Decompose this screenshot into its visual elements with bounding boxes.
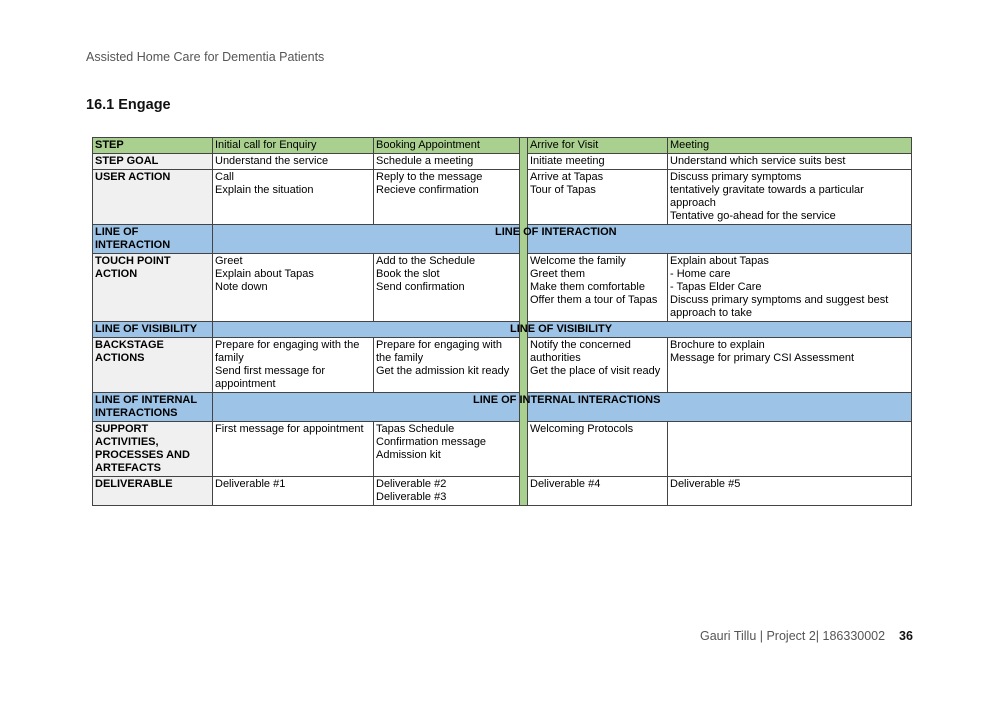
cell-line: Prepare for engaging with the family [215,339,360,364]
line-of-visibility-row [93,322,912,338]
column-divider [520,138,528,506]
cell-line: - Tapas Elder Care [670,281,762,293]
line-title-text: LINE OF INTERNAL INTERACTIONS [473,394,661,406]
cell-line: First message for appointment [215,423,364,435]
line-title-text: LINE OF INTERACTION [495,226,617,238]
table-cell [528,170,668,225]
step-goal-row [93,154,912,170]
cell-line: Offer them a tour of Tapas [530,294,658,306]
table-cell [213,422,374,477]
cell-line: Send first message for appointment [215,365,326,390]
table-cell [213,254,374,322]
table-cell [374,338,520,393]
footer-author-project: Gauri Tillu | Project 2| 186330002 [700,629,886,643]
table-cell [374,170,520,225]
cell-line: Tour of Tapas [530,184,596,196]
user-action-row [93,170,912,225]
line-of-interaction-row [93,225,912,254]
step-cell: Initial call for Enquiry [213,138,374,154]
cell-line: Note down [215,281,268,293]
table-cell [668,338,912,393]
table-cell [528,254,668,322]
cell-line: Tapas Schedule [376,423,455,435]
row-label: LINE OF INTERNAL INTERACTIONS [93,393,213,422]
cell-line: Notify the concerned authorities [530,339,631,364]
cell-line: Confirmation message [376,436,487,448]
cell-line: - Home care [670,268,731,280]
table-cell [213,170,374,225]
row-label: STEP GOAL [93,154,213,170]
cell-line: Deliverable #3 [376,491,447,503]
table-cell [213,338,374,393]
backstage-row [93,338,912,393]
touch-point-row [93,254,912,322]
cell-line: tentatively gravitate towards a particular approach [670,184,864,209]
table-cell [374,254,520,322]
line-of-internal-interactions-row [93,393,912,422]
support-row [93,422,912,477]
table-cell [213,477,374,506]
step-row [93,138,912,154]
goal-cell: Understand the service [213,154,374,170]
cell-line: Add to the Schedule [376,255,476,267]
line-of-interaction-title [495,225,912,254]
row-label: LINE OF VISIBILITY [93,322,213,338]
goal-cell: Initiate meeting [528,154,668,170]
cell-line: Deliverable #1 [215,478,286,490]
row-label: LINE OF INTERACTION [93,225,213,254]
table-cell [668,422,912,477]
cell-line: Tentative go-ahead for the service [670,210,836,222]
cell-line: Deliverable #5 [670,478,741,490]
line-of-visibility-title [510,322,912,338]
table-cell [528,477,668,506]
cell-line: Welcome the family [530,255,626,267]
cell-line: Reply to the message [376,171,483,183]
page-number: 36 [899,629,913,643]
cell-line: Discuss primary symptoms and suggest best approach to take [670,294,889,319]
row-label: BACKSTAGE ACTIONS [93,338,213,393]
row-label: DELIVERABLE [93,477,213,506]
cell-line: Deliverable #2 [376,478,447,490]
goal-cell: Schedule a meeting [374,154,520,170]
row-label: STEP [93,138,213,154]
cell-line: Send confirmation [376,281,465,293]
cell-line: Admission kit [376,449,441,461]
row-label: USER ACTION [93,170,213,225]
table-cell [668,477,912,506]
cell-line: Greet [215,255,243,267]
line-of-interaction-left [213,225,520,254]
table-cell [374,422,520,477]
cell-line: Call [215,171,234,183]
cell-line: Arrive at Tapas [530,171,604,183]
row-label: SUPPORT ACTIVITIES, PROCESSES AND ARTEFACTS [93,422,213,477]
line-of-visibility-left [213,322,520,338]
cell-line: Recieve confirmation [376,184,479,196]
line-title-text: LINE OF VISIBILITY [510,323,613,335]
step-cell: Meeting [668,138,912,154]
cell-line: Greet them [530,268,586,280]
deliverable-row [93,477,912,506]
section-title: 16.1 Engage [86,97,171,113]
cell-line: Explain about Tapas [670,255,769,267]
cell-line: Message for primary CSI Assessment [670,352,855,364]
cell-line: Welcoming Protocols [530,423,634,435]
cell-line: Make them comfortable [530,281,645,293]
cell-line: Explain about Tapas [215,268,314,280]
table-cell [528,422,668,477]
goal-cell: Understand which service suits best [668,154,912,170]
table-cell [528,338,668,393]
cell-line: Explain the situation [215,184,314,196]
cell-line: Get the place of visit ready [530,365,661,377]
cell-line: Prepare for engaging with the family [376,339,502,364]
table-cell [374,477,520,506]
table-cell [668,170,912,225]
service-blueprint-table [92,137,912,506]
step-cell: Booking Appointment [374,138,520,154]
cell-line: Brochure to explain [670,339,765,351]
line-of-internal-title [473,393,912,422]
cell-line: Deliverable #4 [530,478,601,490]
cell-line: Get the admission kit ready [376,365,510,377]
cell-line: Book the slot [376,268,440,280]
table-cell [668,254,912,322]
step-cell: Arrive for Visit [528,138,668,154]
row-label: TOUCH POINT ACTION [93,254,213,322]
document-header: Assisted Home Care for Dementia Patients [86,50,325,64]
cell-line: Discuss primary symptoms [670,171,802,183]
